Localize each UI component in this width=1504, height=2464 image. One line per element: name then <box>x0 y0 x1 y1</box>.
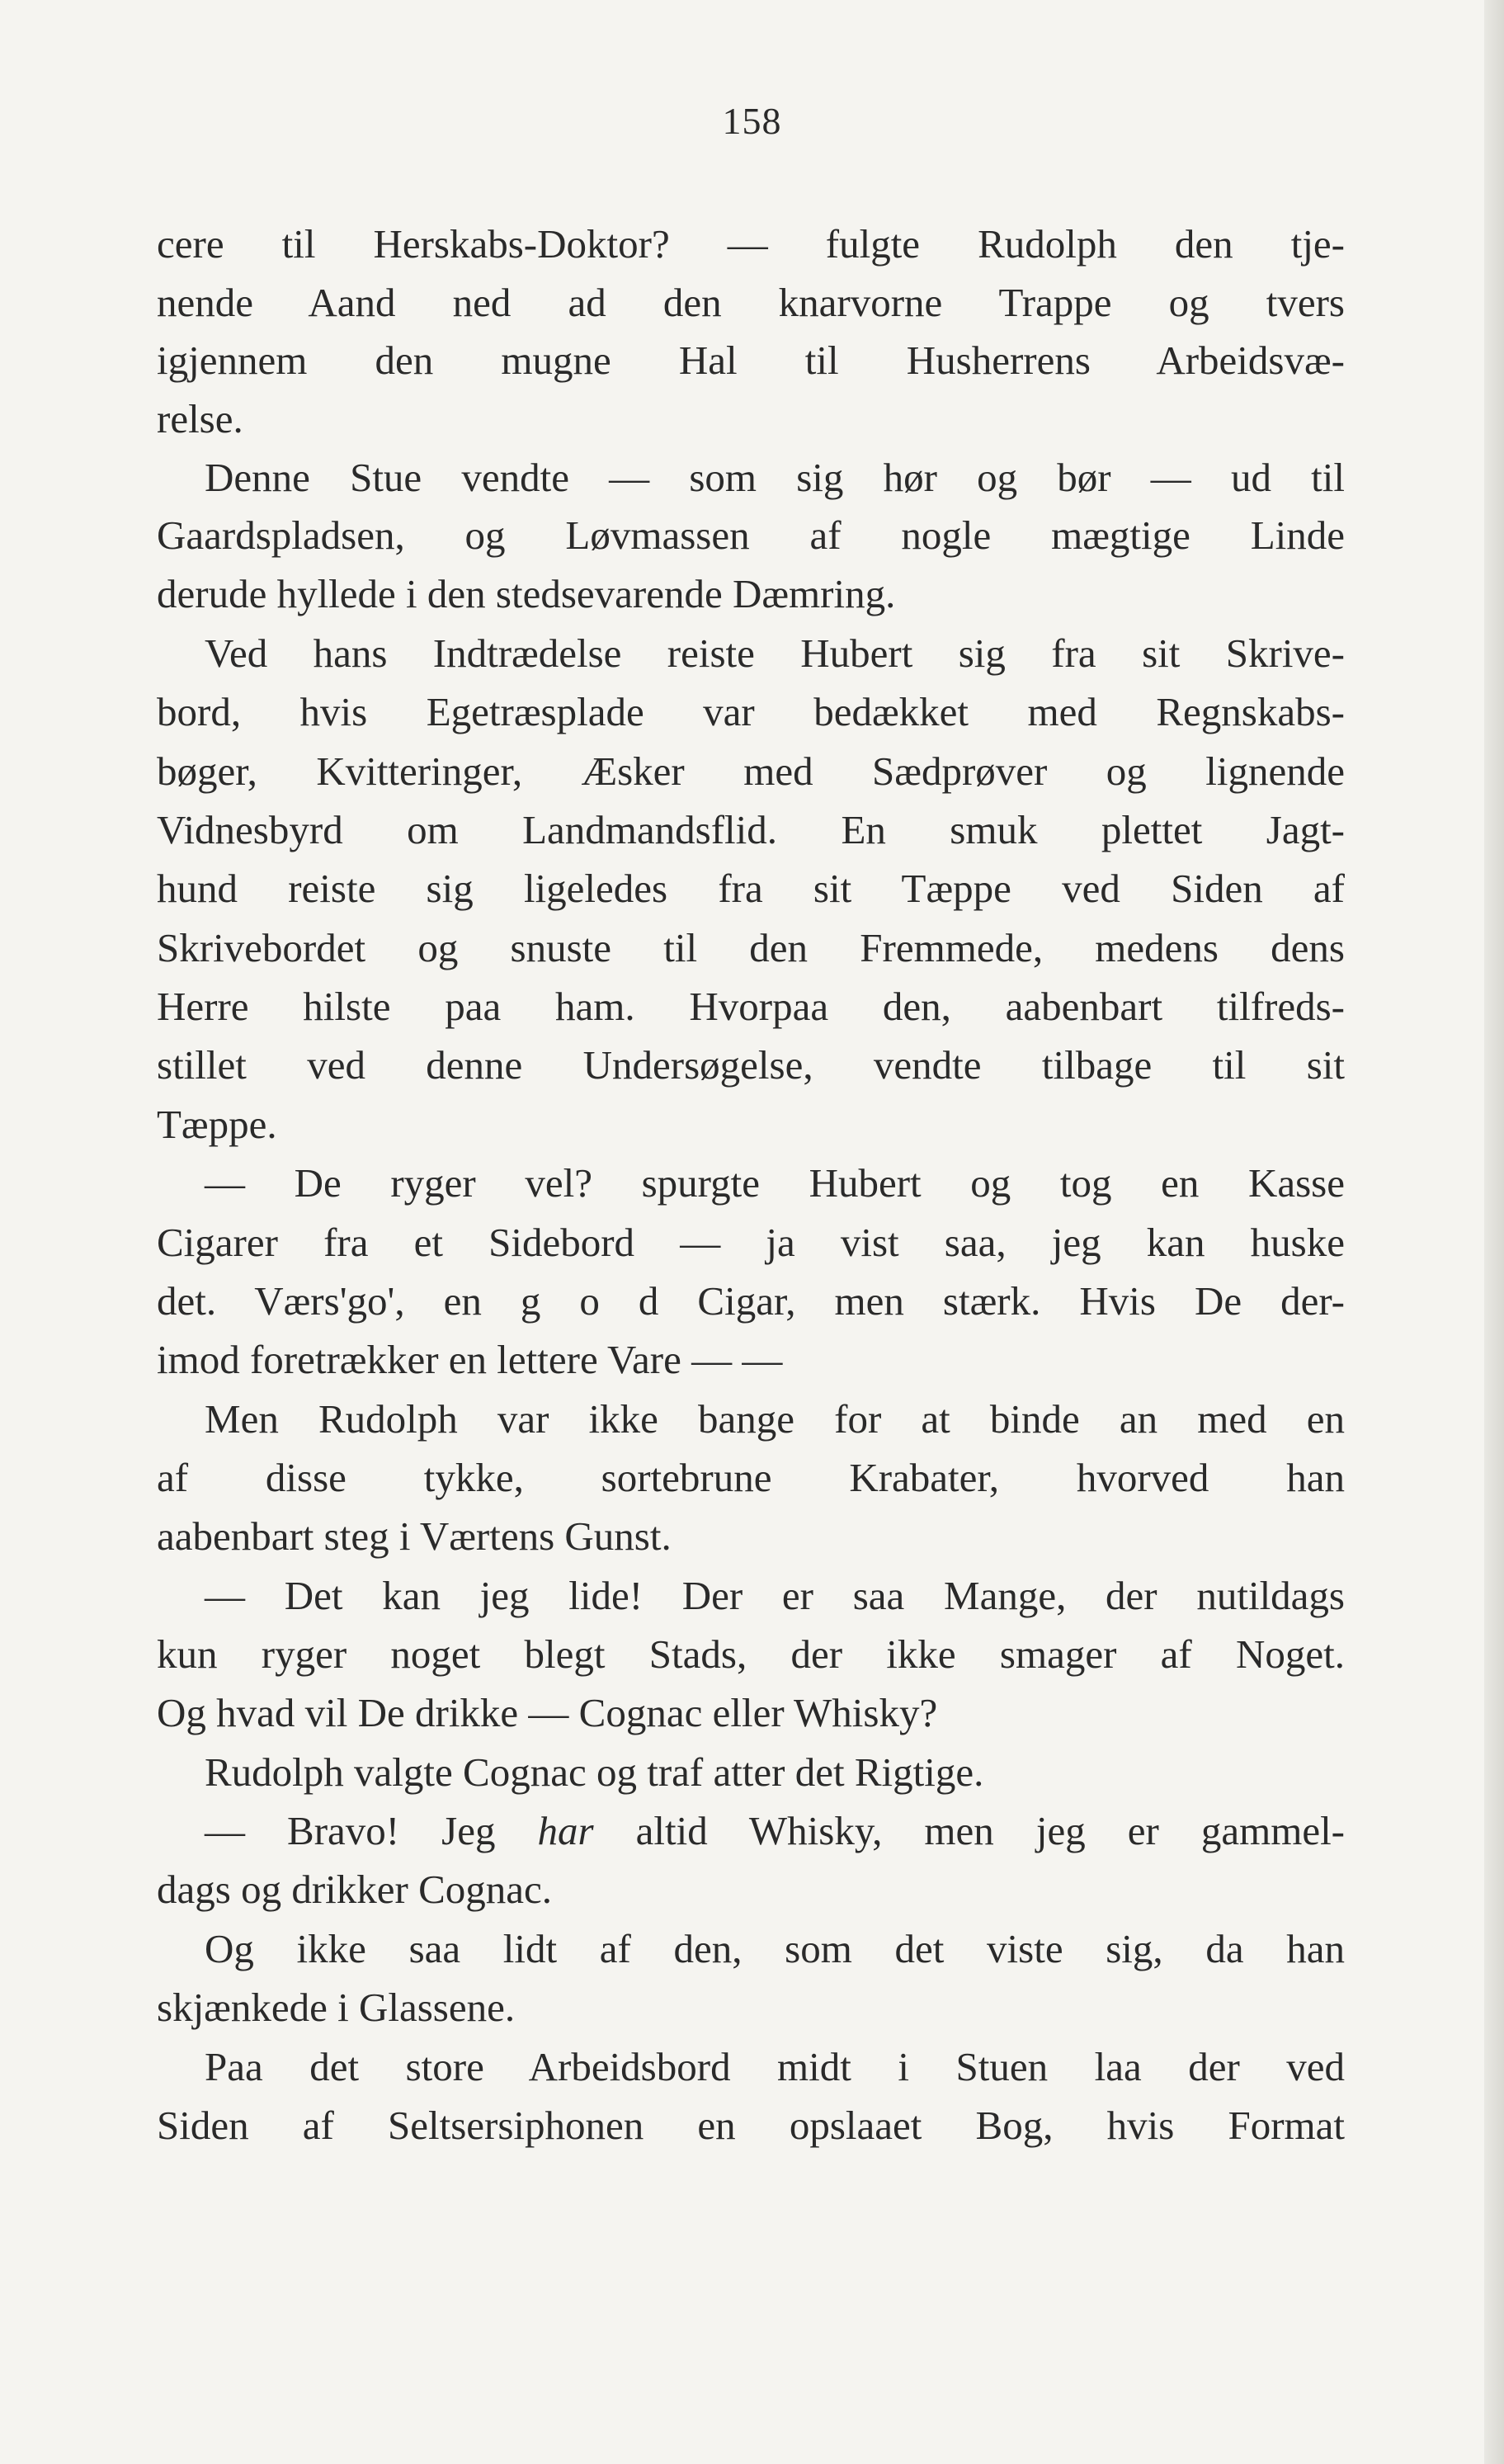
text-line: Skrivebordet og snuste til den Fremmede, medens dens <box>157 925 1345 970</box>
page-number: 158 <box>722 100 782 142</box>
text-line: Men Rudolph var ikke bange for at binde an med en <box>205 1396 1345 1442</box>
text-line: relse. <box>157 396 243 441</box>
page-edge-shadow <box>1484 0 1504 2464</box>
text-line: bøger, Kvitteringer, Æsker med Sædprøver og lignende <box>157 748 1345 794</box>
text-line: kun ryger noget blegt Stads, der ikke smager af Noget. <box>157 1631 1345 1677</box>
text-line: Gaardspladsen, og Løvmassen af nogle mægtige Linde <box>157 512 1345 558</box>
text-line: det. Værs'go', en g o d Cigar, men stærk. Hvis De der- <box>157 1278 1345 1324</box>
text-line: Cigarer fra et Sidebord — ja vist saa, jeg kan huske <box>157 1220 1345 1265</box>
text-line: Rudolph valgte Cognac og traf atter det Rigtige. <box>205 1749 984 1795</box>
text-line: hund reiste sig ligeledes fra sit Tæppe ved Siden af <box>157 866 1345 911</box>
text-line: Og hvad vil De drikke — Cognac eller Whisky? <box>157 1690 938 1735</box>
text-line: igjennem den mugne Hal til Husherrens Arbeidsvæ- <box>157 338 1345 383</box>
text-line: Denne Stue vendte — som sig hør og bør — ud til <box>205 455 1345 500</box>
text-line: Og ikke saa lidt af den, som det viste sig, da han <box>205 1926 1345 1971</box>
text-line: — Bravo! Jeg har altid Whisky, men jeg er gammel- <box>205 1808 1345 1853</box>
text-line: Paa det store Arbeidsbord midt i Stuen laa der ved <box>205 2044 1345 2089</box>
text-line: derude hyllede i den stedsevarende Dæmring. <box>157 571 896 616</box>
text-line: cere til Herskabs-Doktor? — fulgte Rudolph den tje- <box>157 221 1345 267</box>
text-line: Siden af Seltsersiphonen en opslaaet Bog, hvis Format <box>157 2103 1345 2148</box>
text-line: Tæppe. <box>157 1102 277 1147</box>
text-line: stillet ved denne Undersøgelse, vendte tilbage til sit <box>157 1042 1345 1088</box>
text-line: skjænkede i Glassene. <box>157 1985 516 2030</box>
text-line: Ved hans Indtrædelse reiste Hubert sig fra sit Skrive- <box>205 630 1345 676</box>
text-line: Vidnesbyrd om Landmandsflid. En smuk plettet Jagt- <box>157 807 1345 852</box>
text-line: — De ryger vel? spurgte Hubert og tog en Kasse <box>205 1160 1345 1206</box>
text-line: aabenbart steg i Værtens Gunst. <box>157 1513 672 1559</box>
text-line: bord, hvis Egetræsplade var bedækket med Regnskabs- <box>157 689 1345 734</box>
text-line: Herre hilste paa ham. Hvorpaa den, aabenbart tilfreds- <box>157 984 1345 1029</box>
text-line: nende Aand ned ad den knarvorne Trappe og tvers <box>157 280 1345 325</box>
italic-emphasis: har <box>537 1808 594 1853</box>
text-line: — Det kan jeg lide! Der er saa Mange, der nutildags <box>205 1573 1345 1618</box>
text-line: dags og drikker Cognac. <box>157 1867 552 1912</box>
text-line: af disse tykke, sortebrune Krabater, hvorved han <box>157 1455 1345 1500</box>
text-line: imod foretrækker en lettere Vare — — <box>157 1337 783 1382</box>
